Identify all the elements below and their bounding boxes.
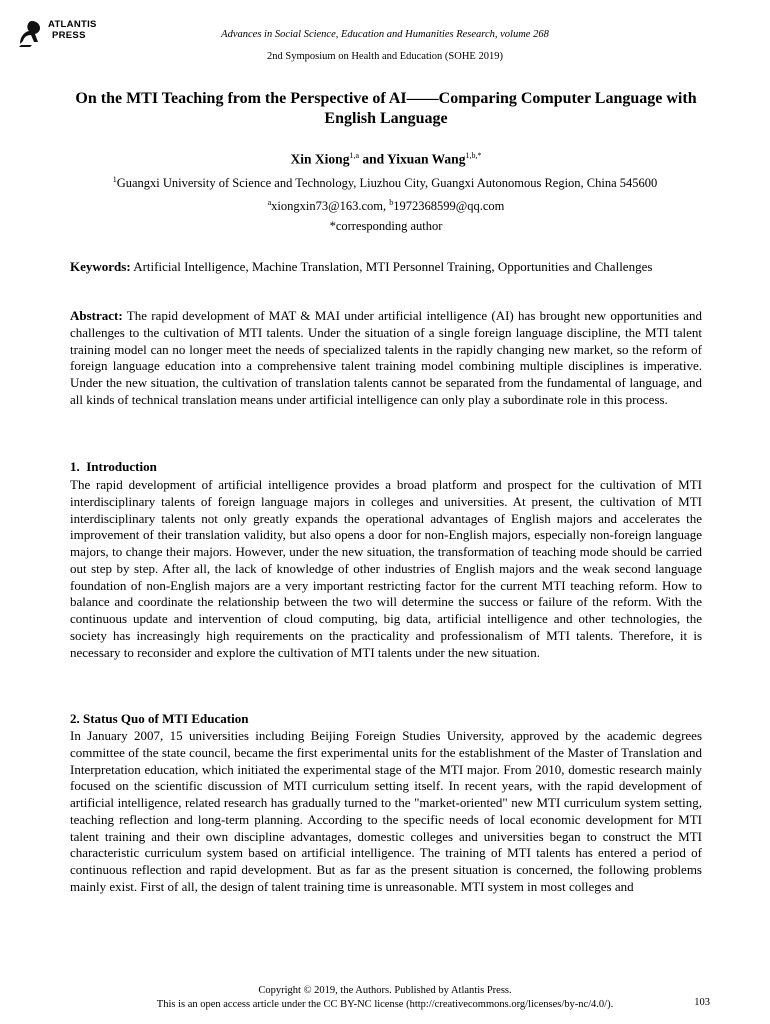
section-heading-introduction: 1. Introduction — [70, 459, 157, 474]
author-1-sup: 1,a — [349, 151, 360, 160]
abstract-label: Abstract: — [70, 308, 123, 323]
affiliation — [40, 172, 730, 191]
author-line — [70, 147, 702, 169]
publisher-logo — [18, 18, 118, 52]
keywords-text: Artificial Intelligence, Machine Translation, MTI Personnel Training, Opportunities and Challenges — [130, 259, 653, 274]
abstract — [70, 308, 706, 409]
email-a-sup: a — [267, 198, 272, 207]
email-b: 1972368599@qq.com — [393, 199, 505, 214]
logo-line2: PRESS — [52, 30, 86, 41]
corresponding-author: *corresponding author — [329, 219, 443, 233]
author-1: Xin Xiong — [290, 151, 350, 167]
atlantis-logo-icon — [18, 20, 44, 48]
email-b-sup: b — [389, 198, 394, 207]
keywords-label: Keywords: — [70, 259, 131, 274]
section-body-introduction: The rapid development of artificial intelligence provides a broad platform and prospect for the cultivation of MTI interdisciplinary talents of foreign language majors in colleges and universities. At present, the cultivation of MTI interdisciplinary talents not only greatly expands the operational advantages of English majors and accelerates the improvement of their translation validity, but also opens a door for non-English majors, especially non-foreign language majors, to change their majors. However, under the new situation, the transformation of teaching mode should be carried out step by step. After all, the lack of knowledge of other industries of English majors and the weak second language foundation of non-English majors are a very important restricting factor for the current MTI teaching reform. How to balance and coordinate the relationship between the two will determine the success or failure of the reform. With the continuous update and intervention of cloud computing, big data, artificial intelligence and other technologies, the society has increasingly high requirements on the practicality and professionalism of MTI talents. Therefore, it is necessary to reconsider and explore the cultivation of MTI talents under the new situation. — [70, 477, 702, 660]
author-2: Yixuan Wang — [387, 151, 466, 167]
affiliation-text: Guangxi University of Science and Technology, Liuzhou City, Guangxi Autonomous Region, China 545600 — [116, 176, 658, 191]
email-a: xiongxin73@163.com, — [271, 199, 390, 214]
abstract-text: The rapid development of MAT & MAI under artificial intelligence (AI) has brought new opportunities and challenges to the cultivation of MTI talents. Under the situation of a single foreign language discipline, the MTI talent training model can no longer meet the needs of specialized talents in the rapidly changing new market, so the reform of foreign language education into a comprehensive talent training model combining multiple disciplines is imperative. Under the new situation, the cultivation of translation talents cannot be separated from the fundamental of language, and all kinds of technical translation means under artificial intelligence can only play a subordinate role in this process. — [70, 308, 706, 407]
section-body-status-quo: In January 2007, 15 universities including Beijing Foreign Studies University, approved by the academic degrees committee of the state council, became the first experimental units for the establishment of the Master of Translation and Interpretation education, which initiated the experimental stage of the MTI major. From 2010, domestic research mainly focused on the scientific discussion of MTI curriculum setting itself. In recent years, with the rapid development of artificial intelligence, related research has gradually turned to the "market-oriented" new MTI curriculum system setting, teaching reflection and long-term planning. According to the specific needs of local economic development for MTI talent training and their own discipline advantages, domestic colleges and universities began to construct the MTI characteristic curriculum system based on artificial intelligence. The training of MTI talents has entered a period of continuous reflection and rapid development. But as far as the present situation is concerned, the following problems mainly exist. First of all, the design of talent training time is unreasonable. MTI system in most colleges and — [70, 728, 702, 894]
symposium-title: 2nd Symposium on Health and Education (SOHE 2019) — [267, 51, 503, 62]
logo-text — [48, 19, 97, 41]
affiliation-sup: 1 — [112, 175, 117, 184]
paper-title: On the MTI Teaching from the Perspective of AI——Comparing Computer Language with English Language — [75, 90, 697, 127]
author-join: and — [359, 151, 388, 167]
copyright-notice: Copyright © 2019, the Authors. Published by Atlantis Press. — [258, 985, 512, 996]
author-2-sup: 1,b,* — [465, 151, 482, 160]
keywords — [70, 259, 702, 276]
email-line — [70, 195, 702, 214]
page-number: 103 — [694, 997, 710, 1008]
license-notice: This is an open access article under the CC BY-NC license (http://creativecommons.org/licenses/by-nc/4.0/). — [156, 999, 614, 1010]
section-heading-status-quo: 2. Status Quo of MTI Education — [70, 711, 249, 726]
logo-line1: ATLANTIS — [48, 19, 97, 30]
journal-title: Advances in Social Science, Education and Humanities Research, volume 268 — [221, 29, 549, 40]
